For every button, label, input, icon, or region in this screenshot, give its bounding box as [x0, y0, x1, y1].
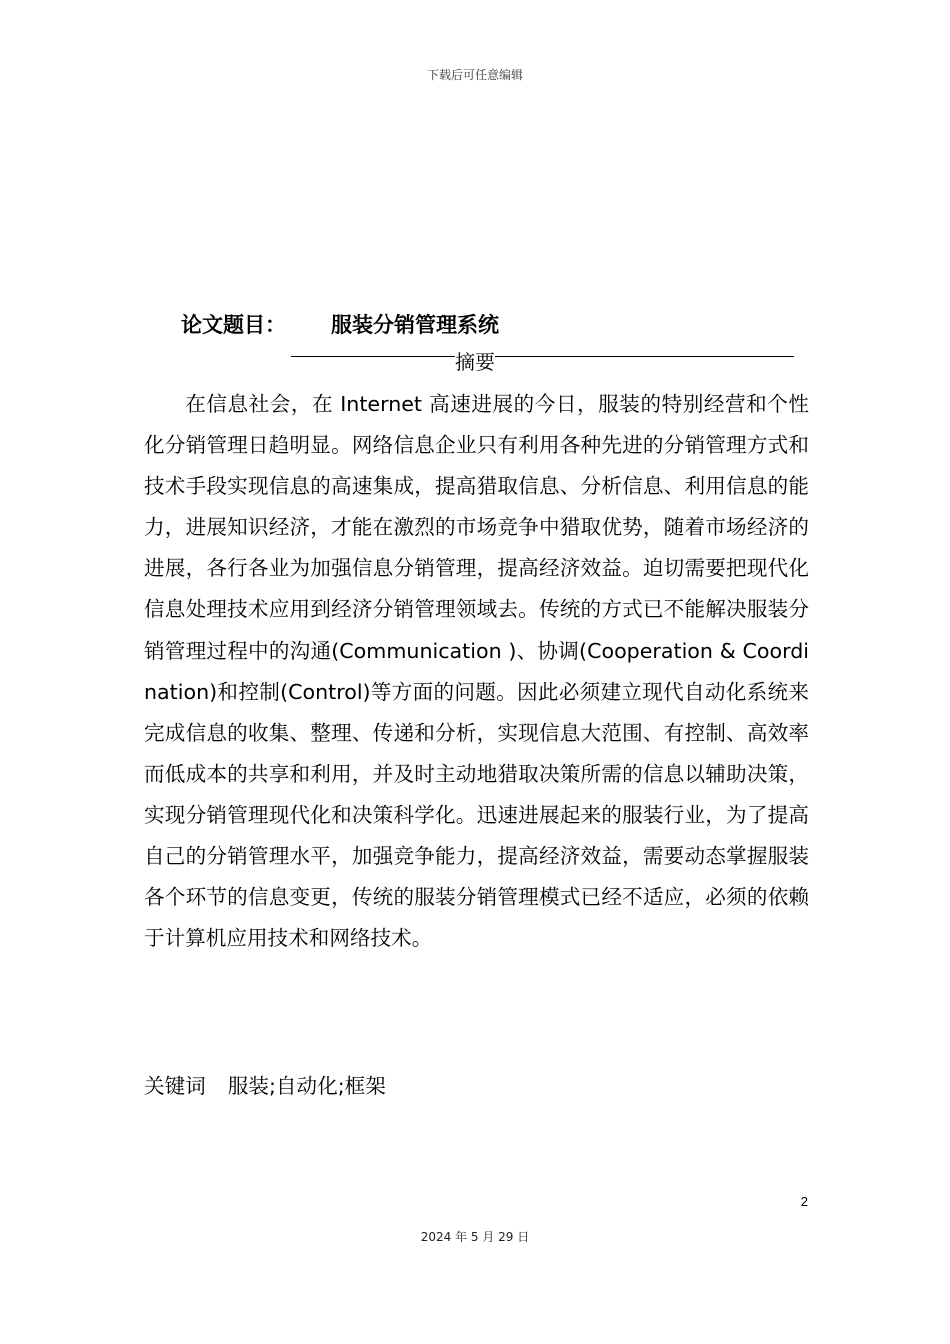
abstract-body: 在信息社会，在 Internet 高速进展的今日，服装的特别经营和个性化分销管理日趋明显。网络信息企业只有利用各种先进的分销管理方式和技术手段实现信息的高速集成，提高猎取信息、分析信息、利用信息的能力，进展知识经济，才能在激烈的市场竞争中猎取优势，随着市场经济的进展，各行各业为加强信息分销管理，提高经济效益。迫切需要把现代化信息处理技术应用到经济分销管理领域去。传统的方式已不能解决服装分销管理过程中的沟通(Communication )、协调(Cooperation & Coordination)和控制(Control)等方面的问题。因此必须建立现代自动化系统来完成信息的收集、整理、传递和分析，实现信息大范围、有控制、高效率而低成本的共享和利用，并及时主动地猎取决策所需的信息以辅助决策，实现分销管理现代化和决策科学化。迅速进展起来的服装行业，为了提高自己的分销管理水平，加强竞争能力，提高经济效益，需要动态掌握服装各个环节的信息变更，传统的服装分销管理模式已经不适应，必须的依赖于计算机应用技术和网络技术。: [144, 392, 809, 951]
header-note: 下载后可任意编辑: [426, 68, 523, 82]
thesis-title-label: 论文题目：: [181, 313, 286, 337]
thesis-title-value: 服装分销管理系统: [331, 313, 499, 337]
abstract-heading: [0, 349, 950, 375]
keywords-label: 关键词: [144, 1074, 206, 1098]
keywords: [144, 1070, 386, 1102]
page-number: 2: [800, 1194, 808, 1209]
footer-date: 2024 年 5 月 29 日: [420, 1230, 530, 1244]
thesis-title: [181, 309, 499, 339]
keywords-value: 服装;自动化;框架: [227, 1074, 386, 1098]
abstract-heading-text: 摘要: [455, 350, 495, 374]
